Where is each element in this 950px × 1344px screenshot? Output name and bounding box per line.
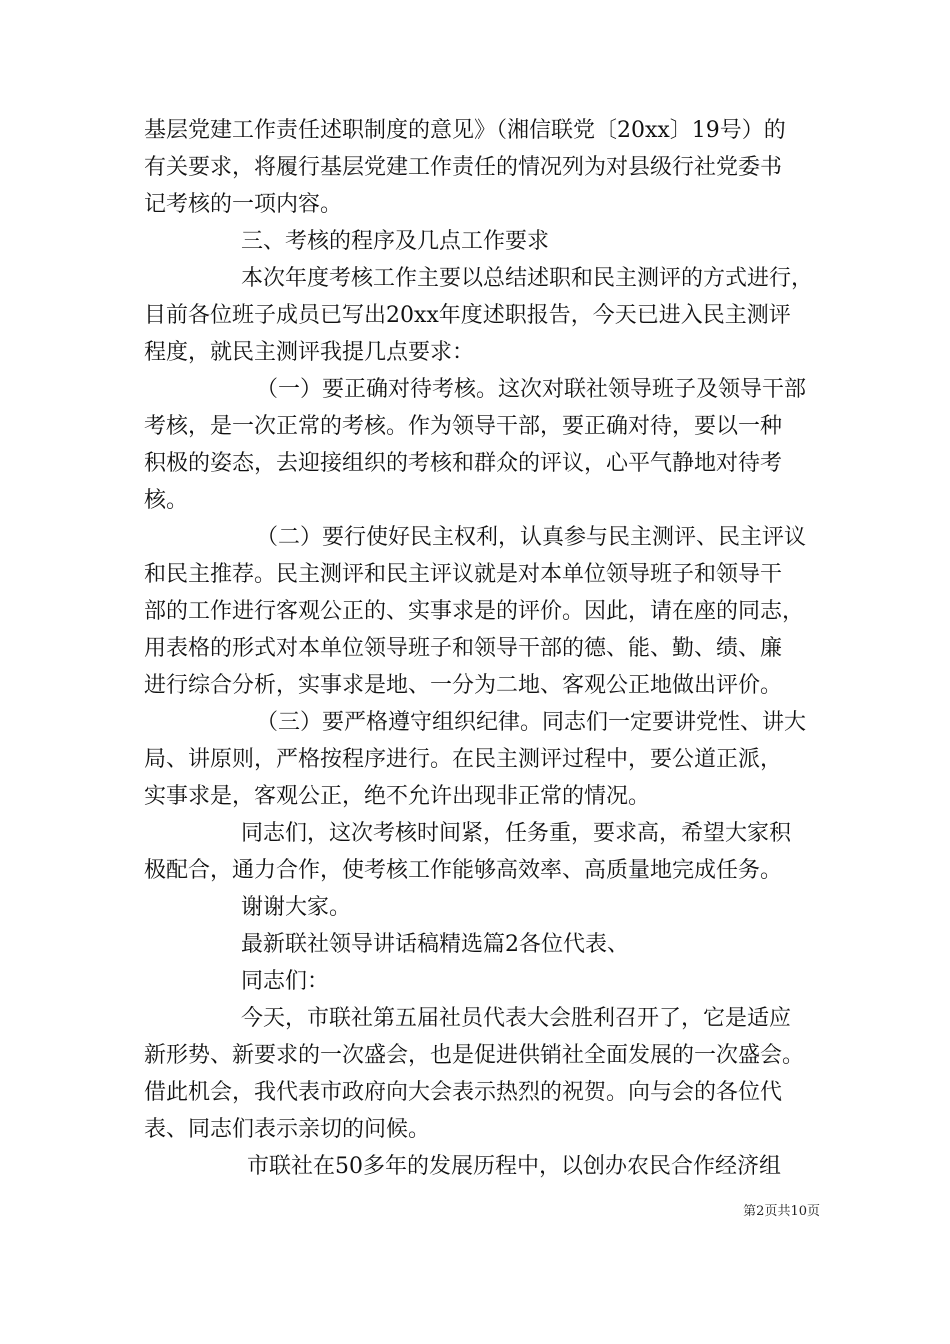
text-line: （一）要正确对待考核。这次对联社领导班子及领导干部: [256, 377, 807, 402]
text-line: 积极的姿态，去迎接组织的考核和群众的评议，心平气静地对待考: [144, 451, 783, 476]
text-line: 同志们：: [241, 969, 330, 994]
text-line: 记考核的一项内容。: [144, 192, 343, 217]
text-line: 程度，就民主测评我提几点要求：: [144, 340, 475, 365]
text-line: （二）要行使好民主权利，认真参与民主测评、民主评议: [256, 525, 807, 550]
text-line: 最新联社领导讲话稿精选篇2各位代表、: [241, 932, 629, 957]
document-body: [144, 112, 824, 1185]
section-heading: 三、考核的程序及几点工作要求: [241, 229, 550, 254]
text-line: 基层党建工作责任述职制度的意见》（湘信联党〔20xx〕19号）的: [144, 118, 786, 143]
page-number: 第2页共10页: [743, 1204, 820, 1219]
text-line: （三）要严格遵守组织纪律。同志们一定要讲党性、讲大: [256, 710, 807, 735]
text-line: 表、同志们表示亲切的问候。: [144, 1117, 431, 1142]
text-line: 新形势、新要求的一次盛会，也是促进供销社全面发展的一次盛会。: [144, 1043, 805, 1068]
text-line: 今天，市联社第五届社员代表大会胜利召开了，它是适应: [241, 1006, 792, 1031]
text-line: 谢谢大家。: [241, 895, 352, 920]
text-line: 市联社在50多年的发展历程中，以创办农民合作经济组: [247, 1154, 781, 1179]
text-line: 有关要求，将履行基层党建工作责任的情况列为对县级行社党委书: [144, 155, 783, 180]
text-line: 和民主推荐。民主测评和民主评议就是对本单位领导班子和领导干: [144, 562, 783, 587]
text-line: 核。: [144, 488, 189, 513]
text-line: 用表格的形式对本单位领导班子和领导干部的德、能、勤、绩、廉: [144, 636, 783, 661]
text-line: 极配合，通力合作，使考核工作能够高效率、高质量地完成任务。: [144, 858, 783, 883]
text-line: 实事求是，客观公正，绝不允许出现非正常的情况。: [144, 784, 651, 809]
text-line: 同志们，这次考核时间紧，任务重，要求高，希望大家积: [241, 821, 792, 846]
text-line: 局、讲原则，严格按程序进行。在民主测评过程中，要公道正派，: [144, 747, 783, 772]
text-line: 本次年度考核工作主要以总结述职和民主测评的方式进行，: [241, 266, 814, 291]
text-line: 部的工作进行客观公正的、实事求是的评价。因此，请在座的同志，: [144, 599, 805, 624]
text-line: 目前各位班子成员已写出20xx年度述职报告，今天已进入民主测评: [144, 303, 791, 328]
text-line: 考核，是一次正常的考核。作为领导干部，要正确对待，要以一种: [144, 414, 783, 439]
text-line: 借此机会，我代表市政府向大会表示热烈的祝贺。向与会的各位代: [144, 1080, 783, 1105]
text-line: 进行综合分析，实事求是地、一分为二地、客观公正地做出评价。: [144, 673, 783, 698]
